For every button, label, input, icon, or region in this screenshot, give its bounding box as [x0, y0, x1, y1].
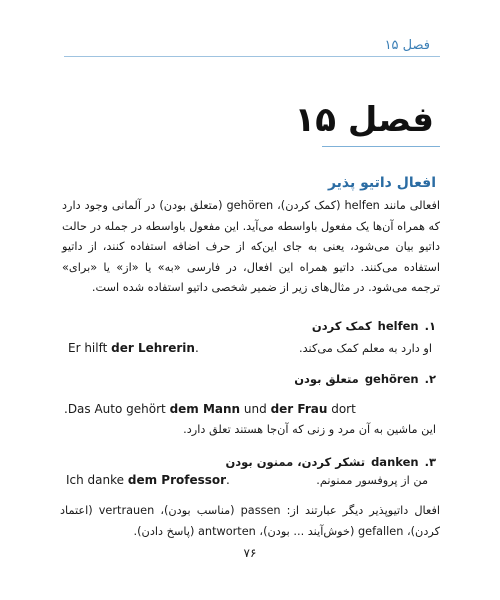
- section-heading: افعال داتیو پذیر: [327, 175, 436, 191]
- example-part-bold: dem Professor: [127, 473, 227, 487]
- item-heading: [225, 455, 436, 469]
- intro-text: (متعلق بودن) در آلمانی وجود دارد که همراه آن‌ها یک مفعول باواسطه می‌آید. این مفعول باواسطه در جمله در حالت داتیو بیان می‌شود، یعنی به جای این‌که از حرف اضافه استفاده کنند، از داتیو استفاده می‌کنند. داتیو همراه این افعال، در فارسی «به» یا «از» یا «برای» ترجمه می‌شود. در مثال‌های زیر از ضمیر شخصی داتیو استفاده شده است.: [62, 199, 440, 294]
- running-head: فصل ۱۵: [384, 38, 430, 53]
- example-part: Er hilft: [68, 341, 112, 355]
- intro-paragraph: [62, 196, 440, 299]
- intro-verb-gehoren: gehören: [226, 199, 274, 212]
- item-verb: gehören: [364, 372, 419, 386]
- verb-antworten: antworten: [197, 525, 256, 538]
- german-example: [66, 473, 230, 487]
- intro-verb-helfen: helfen: [344, 199, 380, 212]
- item-verb: helfen: [377, 319, 419, 333]
- persian-translation: این ماشین به آن مرد و زنی که آن‌جا هستند تعلق دارد.: [183, 423, 436, 436]
- item-heading: [312, 319, 436, 333]
- verb-passen: passen: [240, 504, 281, 517]
- chapter-title: فصل ۱۵: [294, 100, 434, 140]
- example-part-bold: der Lehrerin: [111, 341, 195, 355]
- item-number: ۲.: [424, 372, 436, 386]
- item-meaning: متعلق بودن: [294, 372, 359, 386]
- example-part: und: [240, 402, 271, 416]
- item-number: ۱.: [424, 319, 436, 333]
- header-rule: [64, 56, 440, 57]
- item-number: ۳.: [424, 455, 436, 469]
- persian-translation: من از پروفسور ممنونم.: [316, 474, 428, 487]
- item-meaning: کمک کردن: [311, 319, 372, 333]
- example-part: .: [194, 341, 199, 355]
- title-underline: [322, 146, 440, 147]
- intro-text: (کمک کردن)،: [273, 199, 345, 212]
- verb-gefallen: gefallen: [357, 525, 404, 538]
- page-number: ۷۶: [243, 546, 257, 560]
- example-part: Ich danke: [66, 473, 128, 487]
- verb-vertrauen: vertrauen: [98, 504, 155, 517]
- example-part: dort: [327, 402, 356, 416]
- persian-translation: او دارد به معلم کمک می‌کند.: [299, 342, 432, 355]
- item-meaning: تشکر کردن، ممنون بودن: [225, 455, 366, 469]
- closing-text: افعال داتیوپذیر دیگر عبارتند از:: [280, 504, 440, 517]
- item-verb: danken: [371, 455, 419, 469]
- german-example: [64, 402, 356, 416]
- example-part: .Das Auto gehört: [64, 402, 170, 416]
- closing-text: (پاسخ دادن).: [133, 525, 198, 538]
- example-part-bold: der Frau: [270, 402, 328, 416]
- intro-text: افعالی مانند: [379, 199, 440, 212]
- closing-paragraph: [60, 500, 440, 542]
- example-part: .: [226, 473, 230, 487]
- closing-text: (اعتماد کردن)،: [60, 504, 440, 538]
- closing-text: (مناسب بودن)،: [154, 504, 241, 517]
- german-example: [68, 341, 199, 355]
- example-part-bold: dem Mann: [169, 402, 241, 416]
- item-heading: [294, 372, 436, 386]
- closing-text: (خوش‌آیند ... بودن)،: [255, 525, 358, 538]
